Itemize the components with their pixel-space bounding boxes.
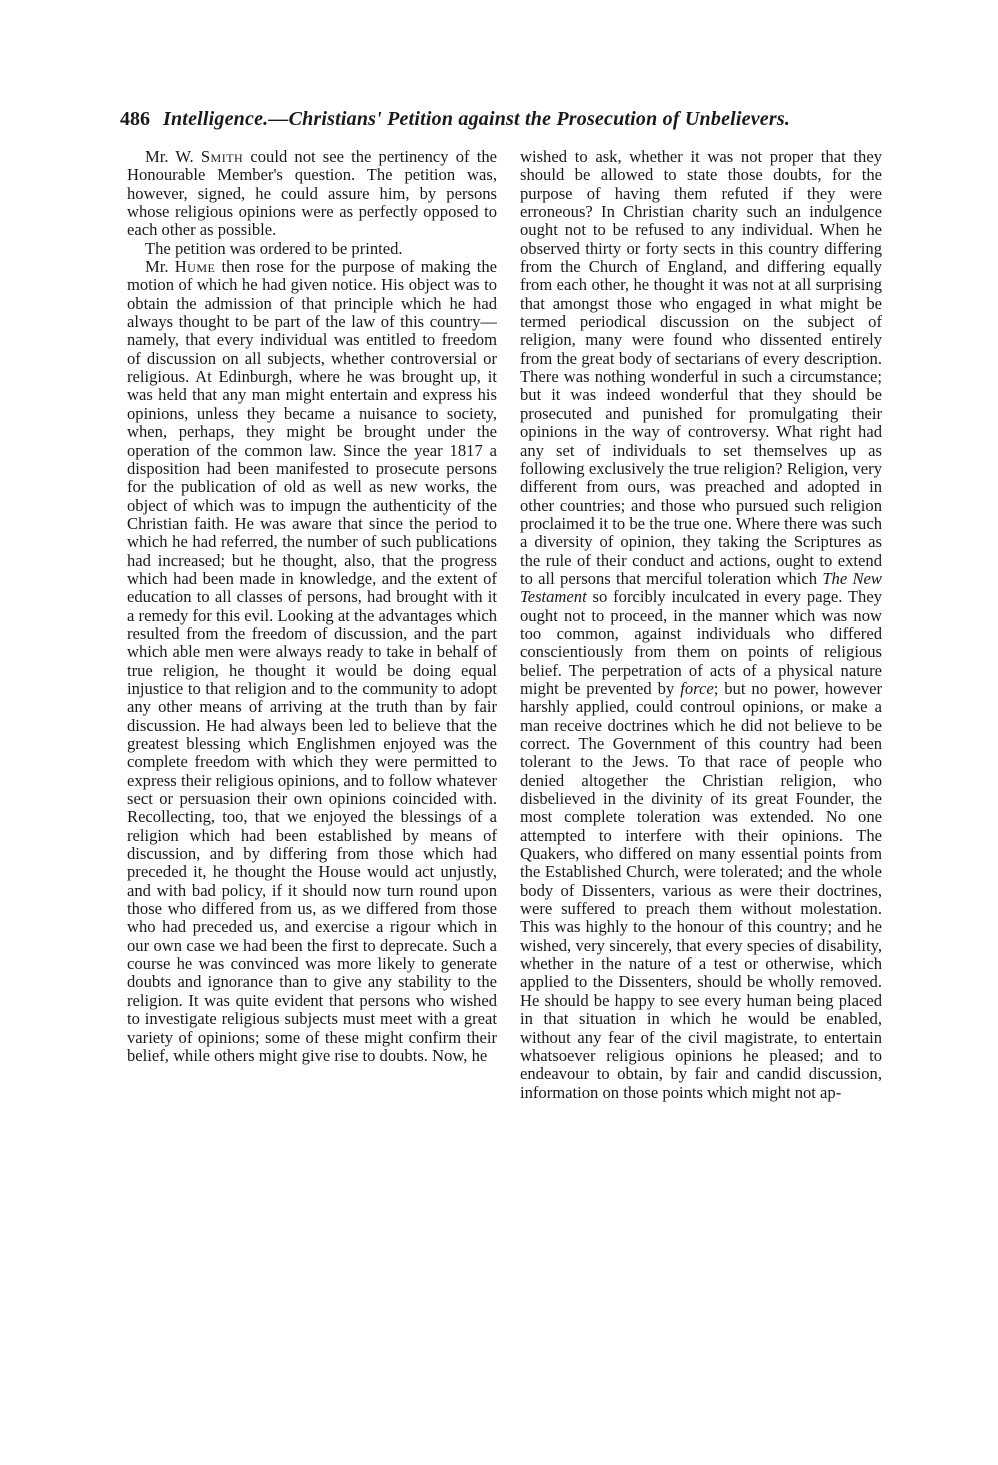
running-header	[120, 104, 900, 134]
speaker-title: Mr. W.	[145, 148, 201, 166]
paragraph-hume-continued	[520, 148, 882, 1102]
speaker-name: Hume	[174, 257, 216, 277]
italic-word: force	[680, 678, 714, 698]
speaker-title: Mr.	[145, 257, 175, 277]
paragraph-hume	[127, 258, 497, 1065]
page-number: 486	[120, 108, 150, 130]
paragraph-text: then rose for the purpose of making the motion of which he had given notice. His object was to obtain the admission of that principle which he had always thought to be part of the law of this country—namely, that every individual was entitled to freedom of discussion on all subjects, whether controversial or religious. At Edinburgh, where he was brought up, it was held that any man might entertain and express his opinions, unless they became a nuisance to society, when, perhaps, they might be brought under the operation of the common law. Since the year 1817 a disposition had been manifested to prosecute persons for the publication of old as well as new works, the object of which was to impugn the authenticity of the Christian faith. He was aware that since the period to which he had referred, the number of such publications had increased; but he thought, also, that the progress which had been made in knowledge, and the extent of education to all classes of persons, had brought with it a remedy for this evil. Looking at the advantages which resulted from the freedom of discussion, and the part which able men were always ready to take in behalf of true religion, he thought it would be doing equal injustice to that religion and to the community to adopt any other means of arriving at the truth than by fair discussion. He had always been led to believe that the greatest blessing which Englishmen enjoyed was the complete freedom with which they were permitted to express their religious opinions, and to follow whatever sect or persuasion their own opinions coincided with. Recollecting, too, that we enjoyed the blessings of a religion which had been established by means of discussion, and by differing from those which had preceded it, he thought the House would act unjustly, and with bad policy, if it should now turn round upon those who differed from us, as we differed from those who had preceded us, and exercise a rigour which in our own case we had been the first to deprecate. Such a course he was convinced was more likely to generate doubts and ignorance than to give any stability to the religion. It was quite evident that persons who wished to investigate religious subjects must meet with a great variety of opinions; some of these might confirm their belief, while others might give rise to doubts. Now, he	[127, 257, 497, 1065]
paragraph-text: wished to ask, whether it was not proper that they should be allowed to state those doubts, for the purpose of having them refuted if they were erroneous? In Christian charity such an indulgence ought not to be refused to any individual. When he observed thirty or forty sects in this country differing from the Church of England, and differing equally from each other, he thought it was not at all surprising that amongst those who engaged in what might be termed periodical discussion on the subject of religion, many were found who dissented entirely from the great body of sectarians of every description. There was nothing wonderful in such a circumstance; but it was indeed wonderful that they should be prosecuted and punished for promulgating their opinions in the way of controversy. What right had any set of individuals to set themselves up as following exclusively the true religion? Religion, very different from ours, was preached and adopted in other countries; and those who pursued such religion proclaimed it to be the true one. Where there was such a diversity of opinion, they taking the Scriptures as the rule of their conduct and actions, ought to extend to all persons that merciful toleration which	[520, 148, 882, 588]
paragraph-text: so forcibly inculcated in every page. They ought not to proceed, in the manner which was now too common, against individuals who differed conscientiously from them on points of religious belief. The perpetration of acts of a physical nature might be prevented by	[520, 587, 882, 698]
paragraph-smith	[127, 148, 497, 240]
speaker-name: Smith	[200, 148, 244, 166]
right-column	[520, 148, 882, 1388]
paragraph-text: ; but no power, however harshly applied, could controul opinions, or make a man receive doctrines which he did not believe to be correct. The Government of this country had been tolerant to the Jews. To that race of people who denied altogether the Christian religion, who disbelieved in the divinity of its great Founder, the most complete toleration was extended. No one attempted to interfere with their opinions. The Quakers, who differed on many essential points from the Established Church, were tolerated; and the whole body of Dissenters, various as were their doctrines, were suffered to preach them without molestation. This was highly to the honour of this country; and he wished, very sincerely, that every species of disability, whether in the nature of a test or otherwise, which applied to the Dissenters, should be wholly removed. He should be happy to see every human being placed in that situation in which he would be enabled, without any fear of the civil magistrate, to entertain whatsoever religious opinions he pleased; and to endeavour to obtain, by fair and candid discussion, information on those points which might not ap-	[520, 678, 882, 1102]
paragraph-petition-printed: The petition was ordered to be printed.	[145, 238, 403, 258]
running-title: Intelligence.—Christians' Petition against the Prosecution of Unbelievers.	[163, 108, 791, 130]
left-column	[127, 148, 497, 1388]
italic-title: The New Testament	[520, 568, 882, 607]
paragraph-text: could not see the pertinency of the Honourable Member's question. The petition was, however, signed, he could assure him, by persons whose religious opinions were as perfectly opposed to each other as possible.	[127, 148, 497, 240]
